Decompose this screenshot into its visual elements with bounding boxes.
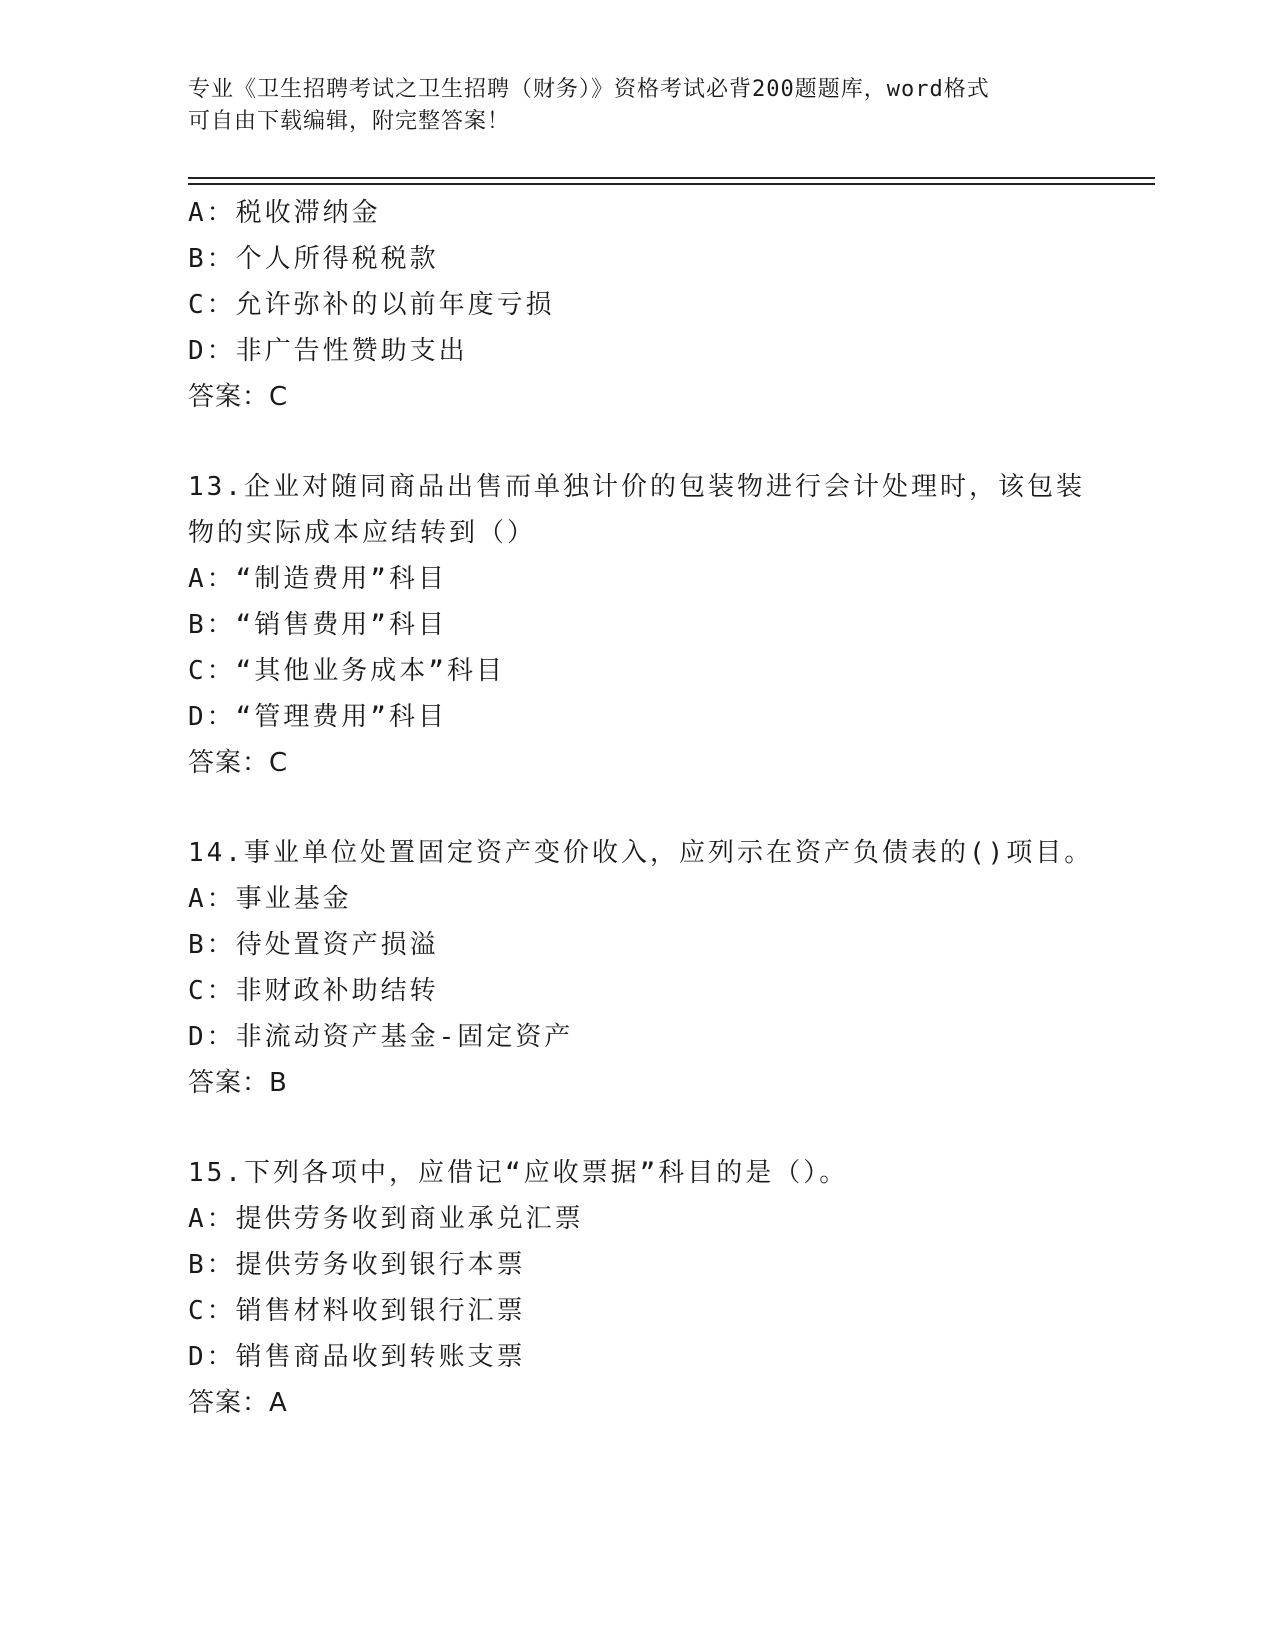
- question-stem-line-1: 14.事业单位处置固定资产变价收入，应列示在资产负债表的()项目。: [188, 838, 1094, 868]
- question-stem-line-2: 物的实际成本应结转到（）: [188, 518, 537, 548]
- option-b: B：“销售费用”科目: [188, 610, 447, 640]
- spacer: [188, 786, 1088, 830]
- header-line-1: 专业《卫生招聘考试之卫生招聘（财务）》资格考试必背200题题库，word格式: [188, 77, 990, 102]
- option-a: A：税收滞纳金: [188, 198, 381, 228]
- option-a: A：“制造费用”科目: [188, 564, 447, 594]
- question-15: [188, 1150, 1088, 1426]
- spacer: [188, 420, 1088, 464]
- option-b: B：待处置资产损溢: [188, 930, 439, 960]
- question-13: [188, 464, 1088, 786]
- option-a: A：事业基金: [188, 884, 352, 914]
- answer-line: 答案：C: [188, 382, 289, 412]
- option-c: C：“其他业务成本”科目: [188, 656, 505, 686]
- answer-line: 答案：B: [188, 1068, 288, 1098]
- option-c: C：非财政补助结转: [188, 976, 439, 1006]
- question-14: [188, 830, 1094, 1106]
- option-b: B：个人所得税税款: [188, 244, 439, 274]
- header-divider-top: [188, 177, 1155, 179]
- question-stem-line-1: 13.企业对随同商品出售而单独计价的包装物进行会计处理时，该包装: [188, 472, 1085, 502]
- question-12: [188, 190, 1088, 420]
- option-d: D：非广告性赞助支出: [188, 336, 468, 366]
- header-line-2: 可自由下载编辑，附完整答案！: [188, 109, 511, 134]
- question-stem-line-1: 15.下列各项中，应借记“应收票据”科目的是（）。: [188, 1158, 849, 1188]
- option-b: B：提供劳务收到银行本票: [188, 1250, 526, 1280]
- option-d: D：销售商品收到转账支票: [188, 1342, 526, 1372]
- answer-line: 答案：C: [188, 748, 289, 778]
- option-c: C：销售材料收到银行汇票: [188, 1296, 526, 1326]
- header-divider-bottom: [188, 183, 1155, 185]
- spacer: [188, 1106, 1088, 1150]
- option-d: D：非流动资产基金-固定资产: [188, 1022, 574, 1052]
- option-c: C：允许弥补的以前年度亏损: [188, 290, 555, 320]
- answer-line: 答案：A: [188, 1388, 288, 1418]
- option-a: A：提供劳务收到商业承兑汇票: [188, 1204, 584, 1234]
- question-list: [188, 190, 1094, 1426]
- document-header: [188, 74, 1088, 138]
- option-d: D：“管理费用”科目: [188, 702, 447, 732]
